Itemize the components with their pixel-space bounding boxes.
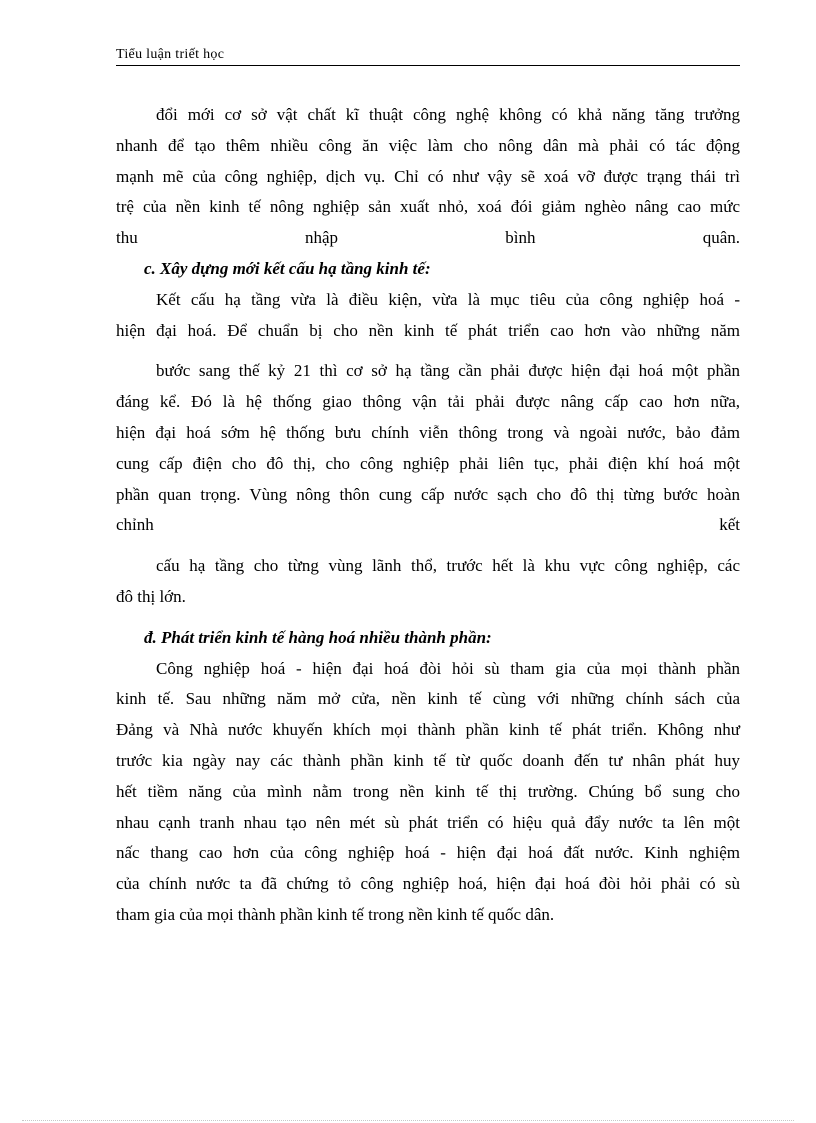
text-line: trệ của nền kinh tế nông nghiệp sản xuất nhỏ, xoá đói giảm nghèo nâng cao mức <box>116 197 740 217</box>
text-line: phần quan trọng. Vùng nông thôn cung cấp nước sạch cho đô thị từng bước hoàn <box>116 484 740 504</box>
text-line: hết tiềm năng của mình nằm trong nền kinh tế thị trường. Chúng bổ sung cho <box>116 781 740 801</box>
text-line: nhanh để tạo thêm nhiều công ăn việc làm cho nông dân mà phải có tác động <box>116 135 740 155</box>
header-title: Tiểu luận triết học <box>116 47 225 62</box>
page-bottom-border <box>22 1120 794 1121</box>
text-line: tham gia của mọi thành phần kinh tế trong nền kinh tế quốc dân. <box>116 904 555 924</box>
text-line: kinh tế. Sau những năm mở cửa, nền kinh tế cùng với những chính sách của <box>116 689 740 709</box>
text-line: của chính nước ta đã chứng tỏ công nghiệp hoá, hiện đại hoá đòi hỏi phải có sù <box>116 874 740 894</box>
section-heading-d: đ. Phát triển kinh tế hàng hoá nhiều thành phần: <box>144 627 492 647</box>
text-line: đáng kể. Đó là hệ thống giao thông vận tải phải được nâng cấp cao hơn nữa, <box>116 392 740 412</box>
text-line: hiện đại hoá sớm hệ thống bưu chính viễn thông trong và ngoài nước, bảo đảm <box>116 422 740 442</box>
document-body <box>116 100 740 931</box>
text-line: Công nghiệp hoá - hiện đại hoá đòi hỏi sù tham gia của mọi thành phần <box>156 658 740 678</box>
word: bình <box>505 228 536 248</box>
text-line: cung cấp điện cho đô thị, cho công nghiệp phải liên tục, phải điện khí hoá một <box>116 453 740 473</box>
text-line: hiện đại hoá. Để chuẩn bị cho nền kinh tế phát triển cao hơn vào những năm <box>116 320 740 340</box>
page-header <box>116 46 740 66</box>
word: quân. <box>702 228 741 248</box>
text-line: đổi mới cơ sở vật chất kĩ thuật công nghệ không có khả năng tăng trưởng <box>156 105 740 124</box>
text-line: cấu hạ tầng cho từng vùng lãnh thổ, trước hết là khu vực công nghiệp, các <box>156 556 740 576</box>
word: thu <box>116 228 138 248</box>
text-line <box>116 510 740 541</box>
text-line: đô thị lớn. <box>116 586 186 606</box>
text-line: trước kia ngày nay các thành phần kinh tế từ quốc doanh đến tư nhân phát huy <box>116 750 740 770</box>
text-line: Kết cấu hạ tầng vừa là điều kiện, vừa là mục tiêu của công nghiệp hoá - <box>156 289 740 309</box>
word: chỉnh <box>116 515 154 535</box>
text-line: bước sang thế kỷ 21 thì cơ sở hạ tầng cần phải được hiện đại hoá một phần <box>156 361 740 381</box>
text-line <box>116 223 740 254</box>
text-line: mạnh mẽ của công nghiệp, dịch vụ. Chỉ có như vậy sẽ xoá vỡ được trạng thái trì <box>116 166 740 186</box>
word: kết <box>719 515 740 535</box>
text-line: Đảng và Nhà nước khuyến khích mọi thành phần kinh tế phát triển. Không như <box>116 720 740 740</box>
section-heading-c: c. Xây dựng mới kết cấu hạ tầng kinh tế: <box>144 258 431 278</box>
text-line: nấc thang cao hơn của công nghiệp hoá - hiện đại hoá đất nước. Kinh nghiệm <box>116 843 740 863</box>
word: nhập <box>304 228 339 248</box>
text-line: nhau cạnh tranh nhau tạo nên mét sù phát triển có hiệu quả đẩy nước ta lên một <box>116 812 740 832</box>
